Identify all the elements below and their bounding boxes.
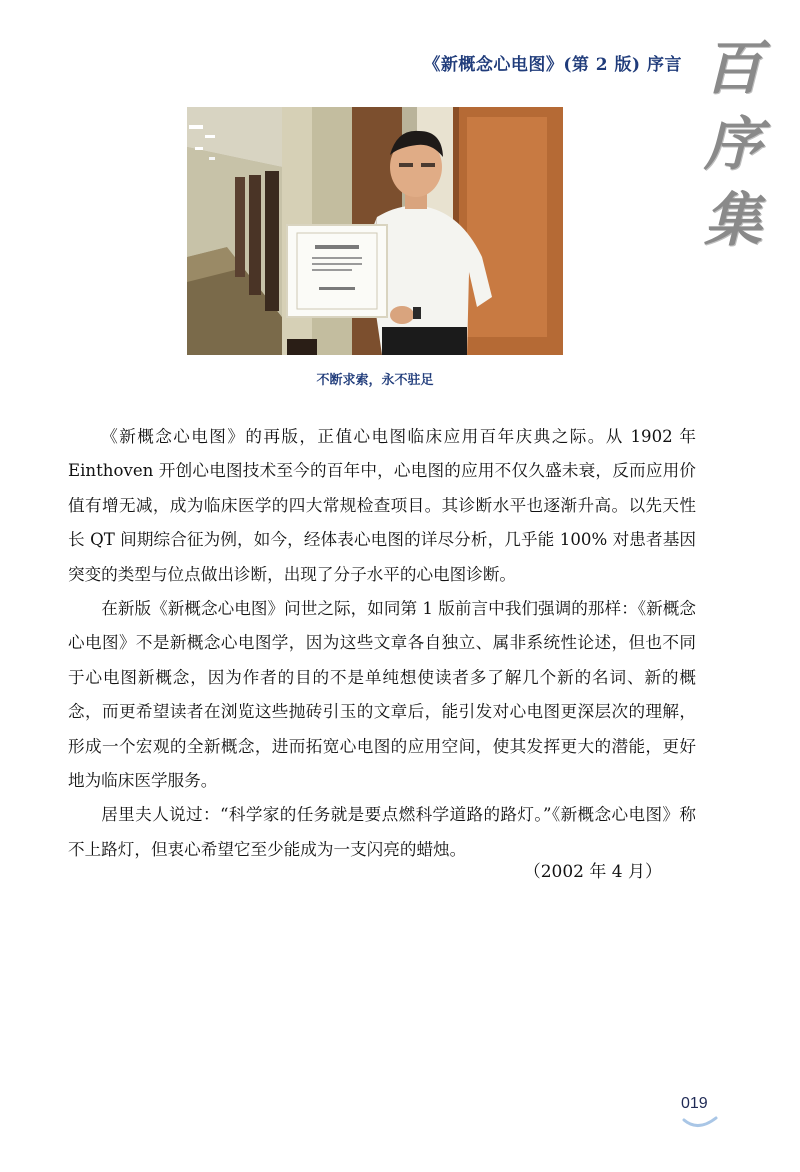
paragraph: 《新概念心电图》的再版，正值心电图临床应用百年庆典之际。从 1902 年 Einthoven 开创心电图技术至今的百年中，心电图的应用不仅久盛未衰，反而应用价值有增无减，成为临床医学的四大常规检查项目。其诊断水平也逐渐升高。以先天性长 QT 间期综合征为例，如今，经体表心电图的详尽分析，几乎能 100% 对患者基因突变的类型与位点做出诊断，出现了分子水平的心电图诊断。: [68, 427, 696, 584]
side-title-char-2: 序: [703, 110, 762, 178]
author-photo: [187, 107, 563, 355]
photo-caption: 不断求索，永不驻足: [316, 373, 434, 388]
side-title-char-1: 百: [703, 34, 762, 102]
paragraph: 在新版《新概念心电图》问世之际，如同第 1 版前言中我们强调的那样：《新概念心电图》不是新概念心电图学，因为这些文章各自独立、属非系统性论述，但也不同于心电图新概念，因为作者的目的不是单纯想使读者多了解几个新的名词、新的概念，而更希望读者在浏览这些抛砖引玉的文章后，能引发对心电图更深层次的理解，形成一个宏观的全新概念，进而拓宽心电图的应用空间，使其发挥更大的潜能，更好地为临床医学服务。: [68, 599, 696, 791]
side-title-char-3: 集: [703, 186, 762, 254]
running-title: 《新概念心电图》(第 2 版) 序言: [423, 55, 682, 75]
page-number: 019: [681, 1095, 708, 1112]
page-number-swoosh-icon: [682, 1116, 718, 1130]
preface-body: [68, 420, 696, 867]
paragraph: 居里夫人说过：“科学家的任务就是要点燃科学道路的路灯。”《新概念心电图》称不上路灯，但衷心希望它至少能成为一支闪亮的蜡烛。: [68, 805, 696, 859]
preface-date: （2002 年 4 月）: [523, 862, 662, 882]
side-title: [688, 30, 778, 258]
